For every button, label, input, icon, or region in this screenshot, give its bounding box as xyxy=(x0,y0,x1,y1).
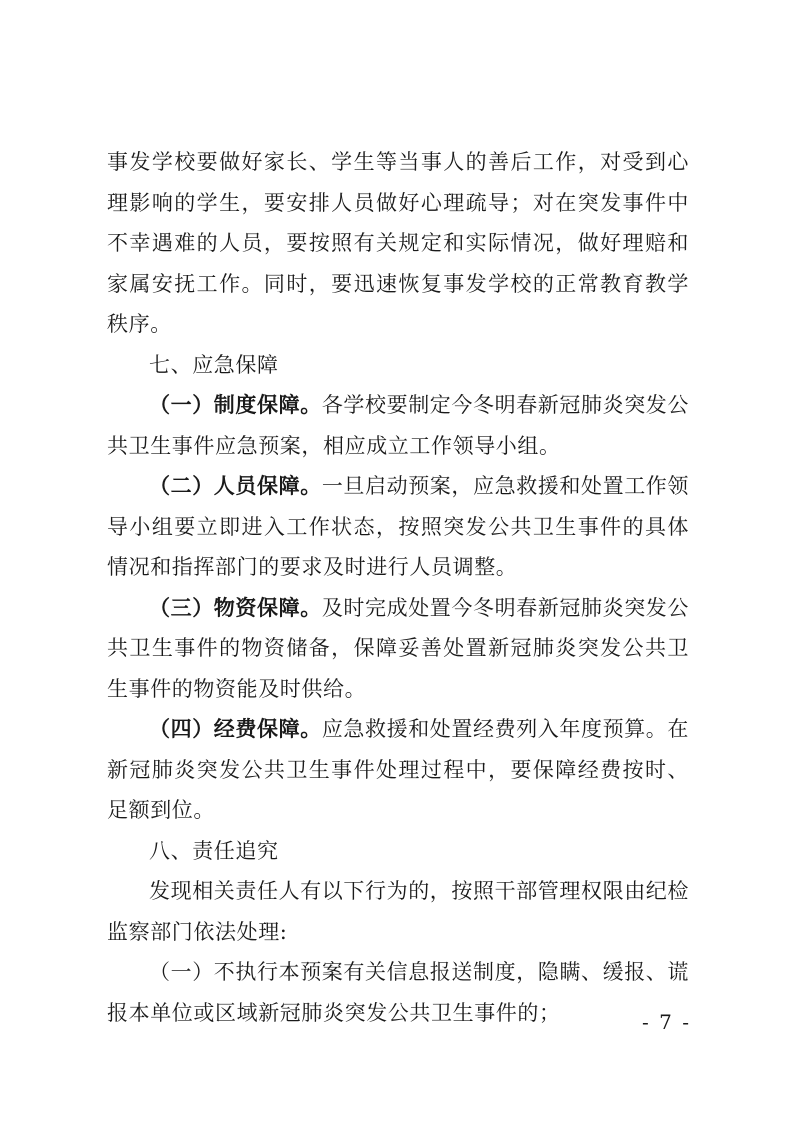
system-guarantee-label: （一）制度保障。 xyxy=(149,392,322,417)
accountability-intro-paragraph: 发现相关责任人有以下行为的，按照干部管理权限由纪检监察部门依法处理: xyxy=(107,879,689,944)
funding-guarantee-text: 应急救援和处置经费列入年度预算。在新冠肺炎突发公共卫生事件处理过程中，要保障经费按时、足额到位。 xyxy=(107,717,690,822)
personnel-guarantee-text: 一旦启动预案，应急救援和处置工作领导小组要立即进入工作状态，按照突发公共卫生事件的具体情况和指挥部门的要求及时进行人员调整。 xyxy=(107,474,690,579)
section-heading-emergency-guarantee: 七、应急保障 xyxy=(149,352,279,377)
document-body xyxy=(107,142,689,1033)
system-guarantee-paragraph xyxy=(107,385,689,466)
system-guarantee-text: 各学校要制定今冬明春新冠肺炎突发公共卫生事件应急预案，相应成立工作领导小组。 xyxy=(107,393,690,458)
materials-guarantee-label: （三）物资保障。 xyxy=(149,594,322,620)
accountability-item-1: （一）不执行本预案有关信息报送制度，隐瞒、缓报、谎报本单位或区域新冠肺炎突发公共卫生事件的； xyxy=(107,960,689,1025)
materials-guarantee-paragraph xyxy=(107,588,689,710)
funding-guarantee-paragraph xyxy=(107,709,689,831)
personnel-guarantee-paragraph xyxy=(107,466,689,588)
section-heading-accountability: 八、责任追究 xyxy=(149,838,279,863)
materials-guarantee-text: 及时完成处置今冬明春新冠肺炎突发公共卫生事件的物资储备，保障妥善处置新冠肺炎突发公共卫生事件的物资能及时供给。 xyxy=(107,595,690,701)
page-number: - 7 - xyxy=(642,1010,691,1034)
aftercare-paragraph: 事发学校要做好家长、学生等当事人的善后工作，对受到心理影响的学生，要安排人员做好心理疏导；对在突发事件中不幸遇难的人员，要按照有关规定和实际情况，做好理赔和家属安抚工作。同时，要迅速恢复事发学校的正常教育教学秩序。 xyxy=(107,150,689,336)
funding-guarantee-label: （四）经费保障。 xyxy=(149,716,322,741)
personnel-guarantee-label: （二）人员保障。 xyxy=(149,473,322,498)
